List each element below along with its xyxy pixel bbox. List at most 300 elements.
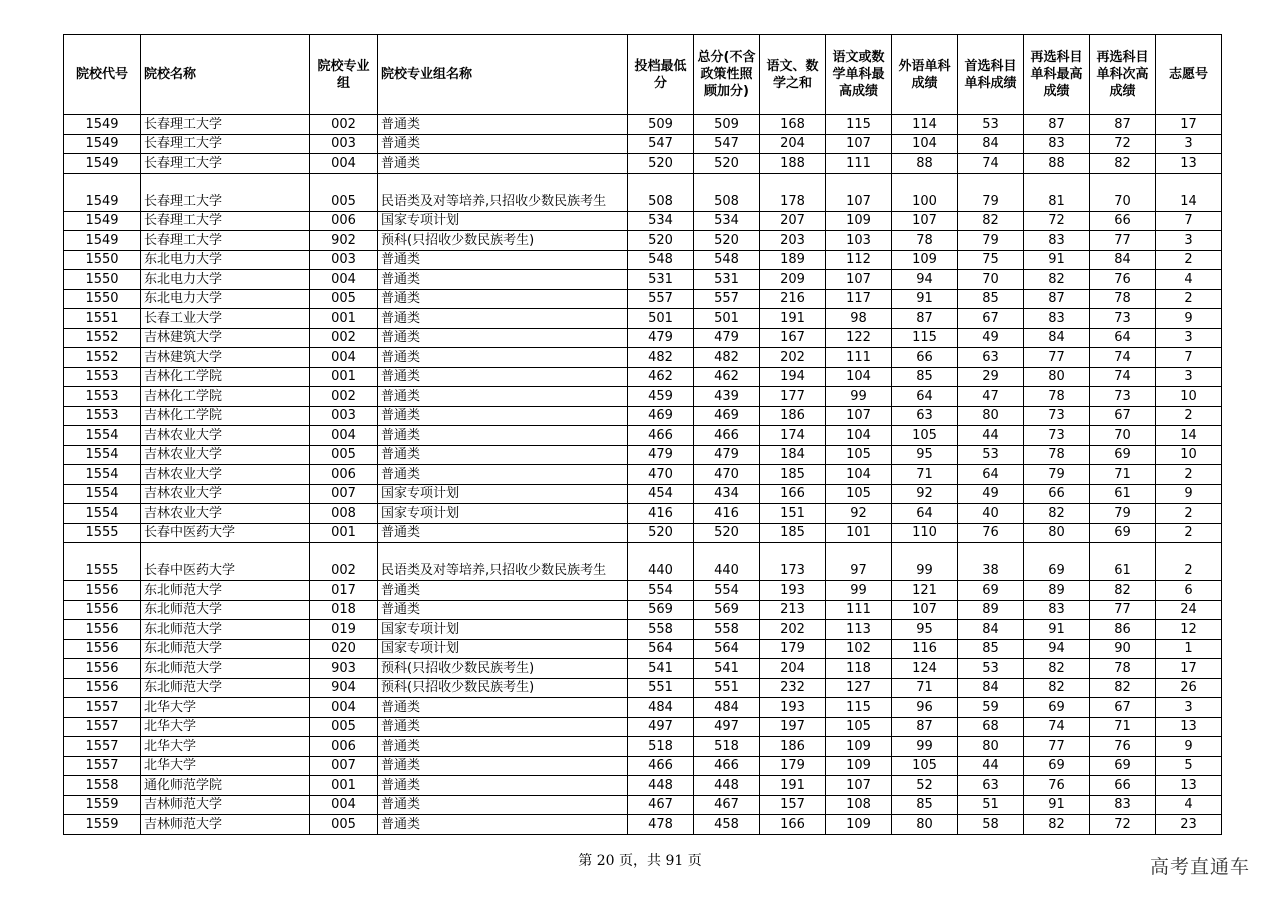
table-cell: 85: [892, 795, 958, 815]
table-cell: 006: [310, 211, 378, 231]
table-cell: 203: [760, 231, 826, 251]
table-cell: 77: [1024, 348, 1090, 368]
table-cell: 76: [1090, 737, 1156, 757]
table-cell: 020: [310, 639, 378, 659]
table-cell: 70: [958, 270, 1024, 290]
table-cell: 484: [628, 698, 694, 718]
column-header: 院校代号: [64, 35, 141, 115]
table-cell: 1557: [64, 717, 141, 737]
table-cell: 508: [628, 173, 694, 211]
table-cell: 国家专项计划: [378, 484, 628, 504]
table-row: [64, 154, 1222, 174]
table-cell: 558: [628, 620, 694, 640]
table-cell: 1552: [64, 328, 141, 348]
table-row: [64, 231, 1222, 251]
table-cell: 51: [958, 795, 1024, 815]
table-cell: 38: [958, 543, 1024, 581]
table-cell: 4: [1156, 795, 1222, 815]
table-cell: 440: [628, 543, 694, 581]
table-cell: 91: [1024, 620, 1090, 640]
table-cell: 1559: [64, 815, 141, 835]
table-cell: 83: [1024, 134, 1090, 154]
table-cell: 107: [892, 600, 958, 620]
table-cell: 002: [310, 115, 378, 135]
table-cell: 114: [892, 115, 958, 135]
table-cell: 北华大学: [141, 737, 310, 757]
table-cell: 普通类: [378, 115, 628, 135]
table-cell: 40: [958, 504, 1024, 524]
table-cell: 长春理工大学: [141, 173, 310, 211]
table-cell: 82: [1024, 659, 1090, 679]
table-cell: 69: [1024, 698, 1090, 718]
table-cell: 10: [1156, 445, 1222, 465]
table-cell: 普通类: [378, 289, 628, 309]
table-cell: 70: [1090, 426, 1156, 446]
table-cell: 564: [694, 639, 760, 659]
table-cell: 69: [1090, 445, 1156, 465]
table-cell: 440: [694, 543, 760, 581]
table-cell: 113: [826, 620, 892, 640]
table-row: [64, 426, 1222, 446]
table-cell: 531: [628, 270, 694, 290]
table-cell: 1554: [64, 426, 141, 446]
table-row: [64, 620, 1222, 640]
table-cell: 213: [760, 600, 826, 620]
table-cell: 61: [1090, 484, 1156, 504]
table-cell: 202: [760, 620, 826, 640]
table-cell: 105: [892, 756, 958, 776]
table-cell: 448: [628, 776, 694, 796]
table-cell: 569: [694, 600, 760, 620]
table-cell: 78: [1090, 289, 1156, 309]
table-cell: 509: [628, 115, 694, 135]
table-cell: 548: [694, 250, 760, 270]
table-cell: 466: [694, 426, 760, 446]
table-cell: 82: [958, 211, 1024, 231]
table-cell: 64: [1090, 328, 1156, 348]
table-cell: 518: [628, 737, 694, 757]
table-cell: 70: [1090, 173, 1156, 211]
table-row: [64, 250, 1222, 270]
table-cell: 177: [760, 387, 826, 407]
table-cell: 2: [1156, 289, 1222, 309]
table-cell: 482: [694, 348, 760, 368]
table-cell: 904: [310, 678, 378, 698]
table-cell: 83: [1024, 600, 1090, 620]
table-cell: 普通类: [378, 328, 628, 348]
table-cell: 1: [1156, 639, 1222, 659]
table-cell: 558: [694, 620, 760, 640]
table-cell: 普通类: [378, 717, 628, 737]
table-cell: 111: [826, 600, 892, 620]
table-cell: 005: [310, 717, 378, 737]
table-cell: 83: [1090, 795, 1156, 815]
table-cell: 普通类: [378, 776, 628, 796]
table-cell: 1553: [64, 387, 141, 407]
table-row: [64, 289, 1222, 309]
table-cell: 107: [826, 270, 892, 290]
table-cell: 105: [826, 445, 892, 465]
table-cell: 66: [1090, 211, 1156, 231]
table-cell: 94: [1024, 639, 1090, 659]
table-cell: 1556: [64, 600, 141, 620]
table-cell: 长春工业大学: [141, 309, 310, 329]
table-cell: 普通类: [378, 367, 628, 387]
table-cell: 108: [826, 795, 892, 815]
table-cell: 82: [1090, 678, 1156, 698]
table-cell: 9: [1156, 484, 1222, 504]
table-cell: 107: [826, 134, 892, 154]
table-row: [64, 445, 1222, 465]
table-cell: 1550: [64, 289, 141, 309]
table-cell: 82: [1024, 270, 1090, 290]
table-cell: 479: [694, 445, 760, 465]
table-cell: 85: [892, 367, 958, 387]
table-cell: 9: [1156, 309, 1222, 329]
table-cell: 019: [310, 620, 378, 640]
table-cell: 普通类: [378, 465, 628, 485]
table-cell: 73: [1024, 426, 1090, 446]
table-cell: 民语类及对等培养,只招收少数民族考生: [378, 173, 628, 211]
table-cell: 1557: [64, 756, 141, 776]
table-cell: 72: [1024, 211, 1090, 231]
table-cell: 78: [1024, 445, 1090, 465]
table-cell: 普通类: [378, 445, 628, 465]
table-cell: 1556: [64, 620, 141, 640]
table-cell: 2: [1156, 504, 1222, 524]
table-cell: 179: [760, 756, 826, 776]
table-cell: 2: [1156, 406, 1222, 426]
table-cell: 92: [892, 484, 958, 504]
table-cell: 1552: [64, 348, 141, 368]
table-cell: 76: [958, 523, 1024, 543]
table-cell: 国家专项计划: [378, 211, 628, 231]
table-cell: 005: [310, 173, 378, 211]
table-cell: 1558: [64, 776, 141, 796]
table-cell: 71: [1090, 717, 1156, 737]
table-cell: 79: [958, 231, 1024, 251]
table-cell: 80: [1024, 523, 1090, 543]
table-cell: 东北师范大学: [141, 659, 310, 679]
table-cell: 9: [1156, 737, 1222, 757]
table-cell: 1553: [64, 406, 141, 426]
table-row: [64, 523, 1222, 543]
table-row: [64, 367, 1222, 387]
table-cell: 79: [1024, 465, 1090, 485]
table-cell: 001: [310, 367, 378, 387]
table-cell: 73: [1024, 406, 1090, 426]
table-cell: 109: [826, 756, 892, 776]
table-row: [64, 581, 1222, 601]
table-cell: 151: [760, 504, 826, 524]
table-cell: 179: [760, 639, 826, 659]
table-cell: 109: [826, 737, 892, 757]
table-cell: 102: [826, 639, 892, 659]
table-row: [64, 309, 1222, 329]
table-cell: 74: [958, 154, 1024, 174]
table-cell: 普通类: [378, 756, 628, 776]
table-cell: 007: [310, 756, 378, 776]
table-cell: 14: [1156, 426, 1222, 446]
table-cell: 004: [310, 426, 378, 446]
table-cell: 185: [760, 465, 826, 485]
table-cell: 13: [1156, 154, 1222, 174]
table-cell: 004: [310, 795, 378, 815]
table-cell: 普通类: [378, 348, 628, 368]
table-cell: 501: [628, 309, 694, 329]
table-cell: 479: [628, 445, 694, 465]
table-cell: 112: [826, 250, 892, 270]
table-cell: 52: [892, 776, 958, 796]
table-cell: 439: [694, 387, 760, 407]
watermark: 高考直通车: [1149, 856, 1250, 878]
table-cell: 1549: [64, 231, 141, 251]
table-cell: 105: [892, 426, 958, 446]
table-cell: 3: [1156, 698, 1222, 718]
table-cell: 006: [310, 737, 378, 757]
table-body: [64, 115, 1222, 835]
table-cell: 长春中医药大学: [141, 543, 310, 581]
table-cell: 76: [1090, 270, 1156, 290]
table-cell: 99: [892, 737, 958, 757]
table-cell: 82: [1090, 154, 1156, 174]
table-cell: 551: [694, 678, 760, 698]
table-cell: 84: [958, 678, 1024, 698]
table-cell: 77: [1090, 231, 1156, 251]
table-cell: 531: [694, 270, 760, 290]
table-cell: 63: [958, 776, 1024, 796]
table-cell: 3: [1156, 367, 1222, 387]
table-row: [64, 737, 1222, 757]
table-cell: 92: [826, 504, 892, 524]
table-cell: 民语类及对等培养,只招收少数民族考生: [378, 543, 628, 581]
table-cell: 普通类: [378, 406, 628, 426]
table-cell: 吉林师范大学: [141, 815, 310, 835]
table-cell: 466: [694, 756, 760, 776]
table-cell: 478: [628, 815, 694, 835]
table-cell: 005: [310, 815, 378, 835]
table-cell: 1556: [64, 659, 141, 679]
table-cell: 551: [628, 678, 694, 698]
table-cell: 东北师范大学: [141, 639, 310, 659]
table-cell: 64: [892, 504, 958, 524]
column-header: 志愿号: [1156, 35, 1222, 115]
table-cell: 117: [826, 289, 892, 309]
table-cell: 75: [958, 250, 1024, 270]
column-header: 语文、数学之和: [760, 35, 826, 115]
table-row: [64, 406, 1222, 426]
table-cell: 191: [760, 776, 826, 796]
table-cell: 520: [694, 523, 760, 543]
table-cell: 94: [892, 270, 958, 290]
table-cell: 通化师范学院: [141, 776, 310, 796]
table-cell: 国家专项计划: [378, 504, 628, 524]
table-cell: 104: [826, 426, 892, 446]
table-cell: 58: [958, 815, 1024, 835]
table-cell: 吉林化工学院: [141, 387, 310, 407]
table-cell: 467: [628, 795, 694, 815]
table-cell: 1554: [64, 484, 141, 504]
table-cell: 193: [760, 698, 826, 718]
table-cell: 497: [694, 717, 760, 737]
table-cell: 467: [694, 795, 760, 815]
table-cell: 普通类: [378, 387, 628, 407]
table-cell: 64: [958, 465, 1024, 485]
table-cell: 53: [958, 659, 1024, 679]
table-cell: 004: [310, 270, 378, 290]
table-cell: 68: [958, 717, 1024, 737]
table-cell: 长春理工大学: [141, 211, 310, 231]
table-cell: 1554: [64, 504, 141, 524]
table-cell: 北华大学: [141, 756, 310, 776]
table-cell: 吉林农业大学: [141, 445, 310, 465]
table-cell: 115: [892, 328, 958, 348]
table-cell: 67: [958, 309, 1024, 329]
table-cell: 79: [1090, 504, 1156, 524]
table-cell: 国家专项计划: [378, 639, 628, 659]
table-cell: 53: [958, 445, 1024, 465]
column-header: 首选科目单科成绩: [958, 35, 1024, 115]
table-row: [64, 600, 1222, 620]
table-cell: 89: [1024, 581, 1090, 601]
table-cell: 49: [958, 484, 1024, 504]
table-cell: 85: [958, 289, 1024, 309]
table-cell: 5: [1156, 756, 1222, 776]
table-cell: 520: [628, 231, 694, 251]
column-header: 院校专业组: [310, 35, 378, 115]
table-cell: 1549: [64, 173, 141, 211]
table-cell: 508: [694, 173, 760, 211]
table-cell: 1559: [64, 795, 141, 815]
table-row: [64, 504, 1222, 524]
table-cell: 26: [1156, 678, 1222, 698]
table-cell: 1555: [64, 543, 141, 581]
table-cell: 东北电力大学: [141, 270, 310, 290]
table-cell: 83: [1024, 309, 1090, 329]
table-cell: 99: [892, 543, 958, 581]
table-cell: 479: [628, 328, 694, 348]
table-cell: 吉林农业大学: [141, 426, 310, 446]
table-cell: 82: [1090, 581, 1156, 601]
table-cell: 002: [310, 387, 378, 407]
table-cell: 预科(只招收少数民族考生): [378, 231, 628, 251]
table-cell: 90: [1090, 639, 1156, 659]
table-cell: 105: [826, 717, 892, 737]
table-cell: 17: [1156, 115, 1222, 135]
table-row: [64, 659, 1222, 679]
table-cell: 157: [760, 795, 826, 815]
table-cell: 1549: [64, 134, 141, 154]
table-cell: 84: [1090, 250, 1156, 270]
table-cell: 80: [958, 406, 1024, 426]
table-cell: 454: [628, 484, 694, 504]
table-cell: 吉林建筑大学: [141, 348, 310, 368]
table-cell: 178: [760, 173, 826, 211]
table-cell: 1557: [64, 737, 141, 757]
table-row: [64, 698, 1222, 718]
table-cell: 569: [628, 600, 694, 620]
table-cell: 91: [1024, 250, 1090, 270]
table-cell: 520: [694, 154, 760, 174]
table-cell: 82: [1024, 504, 1090, 524]
column-header: 再选科目单科最高成绩: [1024, 35, 1090, 115]
table-row: [64, 815, 1222, 835]
table-cell: 64: [892, 387, 958, 407]
page-number: 第 20 页，共 91 页: [578, 853, 702, 869]
table-row: [64, 543, 1222, 581]
table-cell: 193: [760, 581, 826, 601]
table-cell: 509: [694, 115, 760, 135]
table-cell: 普通类: [378, 309, 628, 329]
table-cell: 122: [826, 328, 892, 348]
table-cell: 预科(只招收少数民族考生): [378, 659, 628, 679]
table-cell: 167: [760, 328, 826, 348]
table-cell: 001: [310, 523, 378, 543]
table-cell: 469: [628, 406, 694, 426]
table-cell: 100: [892, 173, 958, 211]
table-cell: 91: [1024, 795, 1090, 815]
table-cell: 53: [958, 115, 1024, 135]
table-cell: 67: [1090, 406, 1156, 426]
table-row: [64, 639, 1222, 659]
table-cell: 111: [826, 348, 892, 368]
table-cell: 189: [760, 250, 826, 270]
table-cell: 001: [310, 776, 378, 796]
table-cell: 006: [310, 465, 378, 485]
table-cell: 003: [310, 250, 378, 270]
table-cell: 吉林师范大学: [141, 795, 310, 815]
table-cell: 469: [694, 406, 760, 426]
table-cell: 186: [760, 406, 826, 426]
table-row: [64, 115, 1222, 135]
table-cell: 71: [1090, 465, 1156, 485]
table-cell: 85: [958, 639, 1024, 659]
table-cell: 国家专项计划: [378, 620, 628, 640]
table-cell: 111: [826, 154, 892, 174]
table-cell: 105: [826, 484, 892, 504]
table-cell: 541: [694, 659, 760, 679]
table-cell: 77: [1090, 600, 1156, 620]
table-cell: 80: [892, 815, 958, 835]
table-cell: 109: [826, 815, 892, 835]
table-cell: 普通类: [378, 815, 628, 835]
table-cell: 115: [826, 698, 892, 718]
table-cell: 77: [1024, 737, 1090, 757]
table-cell: 66: [892, 348, 958, 368]
table-cell: 004: [310, 348, 378, 368]
column-header: 外语单科成绩: [892, 35, 958, 115]
table-cell: 466: [628, 756, 694, 776]
table-cell: 北华大学: [141, 698, 310, 718]
table-cell: 557: [694, 289, 760, 309]
column-header: 院校专业组名称: [378, 35, 628, 115]
table-cell: 6: [1156, 581, 1222, 601]
table-cell: 普通类: [378, 523, 628, 543]
table-cell: 49: [958, 328, 1024, 348]
table-cell: 2: [1156, 523, 1222, 543]
table-cell: 017: [310, 581, 378, 601]
table-cell: 107: [826, 406, 892, 426]
table-cell: 197: [760, 717, 826, 737]
table-cell: 3: [1156, 328, 1222, 348]
table-cell: 479: [694, 328, 760, 348]
table-cell: 87: [1024, 115, 1090, 135]
table-cell: 186: [760, 737, 826, 757]
table-cell: 24: [1156, 600, 1222, 620]
table-cell: 1556: [64, 639, 141, 659]
table-cell: 59: [958, 698, 1024, 718]
table-row: [64, 348, 1222, 368]
